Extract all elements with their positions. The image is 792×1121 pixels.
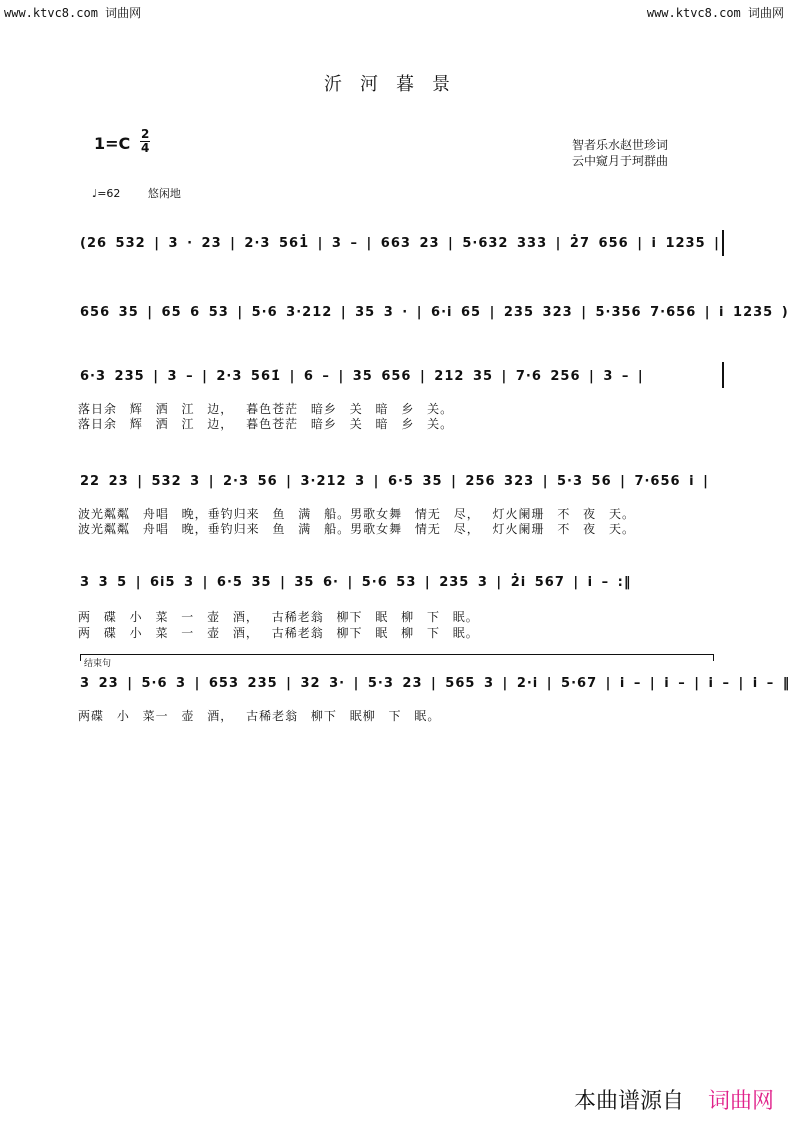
watermark-left: www.ktvc8.com 词曲网 — [4, 6, 142, 20]
time-signature — [140, 128, 150, 155]
key-signature: 1=C — [94, 134, 131, 153]
expression-mark: 悠闲地 — [147, 187, 181, 200]
coda-label: 结束句 — [84, 659, 112, 669]
footer-site-link[interactable]: 词曲网 — [707, 1089, 774, 1114]
composer-credit: 云中窥月于珂群曲 — [572, 154, 669, 168]
footer-source-text: 本曲谱源自 — [573, 1089, 684, 1114]
lyricist-credit: 智者乐水赵世珍词 — [572, 138, 669, 152]
row-6-lyric: 两碟 小 菜一 壶 酒， 古稀老翁 柳下 眠柳 下 眠。 — [78, 709, 441, 723]
time-signature-top: 2 — [141, 127, 150, 141]
notation-row-1: (26 532 | 3 · 23 | 2·3 561̇ | 3 – | 663 23 | 5·632 333 | 2̇7 656 | i 1235 | — [80, 236, 720, 251]
notation-row-3: 6·3 235 | 3 – | 2·3 561̇ | 6 – | 35 656 | 212 35 | 7·6 256 | 3 – | — [80, 369, 644, 384]
notation-row-6: 3 23 | 5·6 3 | 653 235 | 32 3· | 5·3 23 | 565 3 | 2·i | 5·67 | i – | i – | i – | i – ‖ — [80, 676, 791, 691]
row-5-lyric-verse-2: 两 碟 小 菜 一 壶 酒， 古稀老翁 柳下 眠 柳 下 眠。 — [78, 626, 479, 640]
footer-source — [574, 1084, 774, 1115]
time-signature-bottom: 4 — [141, 141, 150, 155]
row-3-lyric-verse-1: 落日余 辉 洒 江 边， 暮色苍茫 暗乡 关 暗 乡 关。 — [78, 402, 454, 416]
row-4-lyric-verse-1: 波光粼粼 舟唱 晚，垂钓归来 鱼 满 船。男歌女舞 情无 尽， 灯火阑珊 不 夜 天。 — [78, 507, 635, 521]
row-4-lyric-verse-2: 波光粼粼 舟唱 晚，垂钓归来 鱼 满 船。男歌女舞 情无 尽， 灯火阑珊 不 夜 天。 — [78, 522, 635, 536]
credits — [572, 137, 668, 169]
row-3-lyric-verse-2: 落日余 辉 洒 江 边， 暮色苍茫 暗乡 关 暗 乡 关。 — [78, 417, 454, 431]
watermark-right: www.ktvc8.com 词曲网 — [646, 6, 784, 20]
row-5-lyric-verse-1: 两 碟 小 菜 一 壶 酒， 古稀老翁 柳下 眠 柳 下 眠。 — [78, 610, 479, 624]
coda-bracket — [80, 654, 714, 661]
notation-row-2: 656 35 | 65 6 53 | 5·6 3·212 | 35 3 · | 6·i 65 | 235 323 | 5·356 7·656 | i 1235 ) — [80, 305, 789, 320]
row-3-end-barline — [722, 362, 724, 388]
tempo-marking — [92, 185, 181, 201]
notation-row-4: 22 23 | 532 3 | 2·3 56 | 3·212 3 | 6·5 35 | 256 323 | 5·3 56 | 7·656 i | — [80, 474, 709, 489]
notation-row-5: 3 3 5 | 6i5 3 | 6·5 35 | 35 6· | 5·6 53 | 235 3 | 2̇i 567 | i – :‖ — [80, 575, 632, 590]
tempo-mark: ♩=62 — [92, 187, 121, 200]
page-title: 沂河暮景 — [324, 74, 468, 95]
row-1-end-barline — [722, 230, 724, 256]
